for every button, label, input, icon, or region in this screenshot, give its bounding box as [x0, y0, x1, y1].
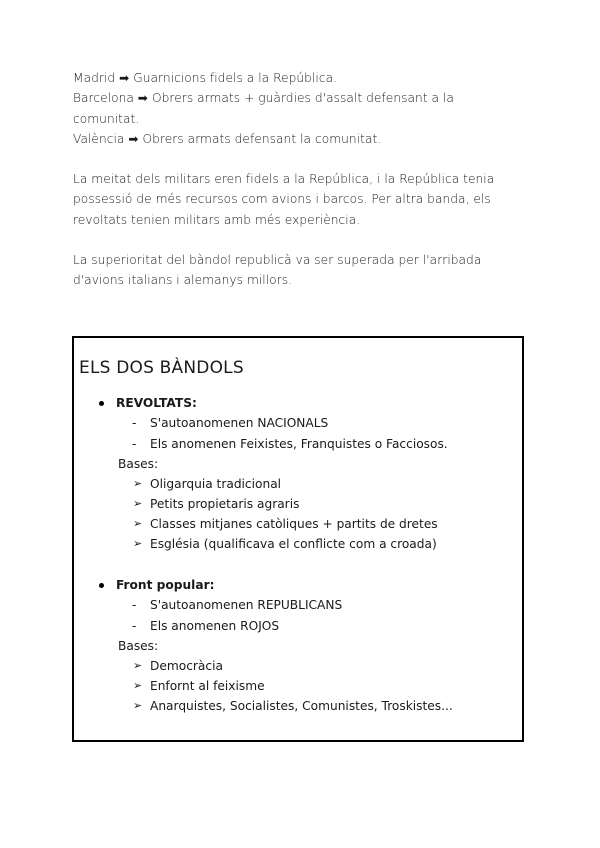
paragraph-line: revoltats tenien militars amb més experiència.	[73, 212, 361, 227]
list-item-text: S'autoanomenen REPUBLICANS	[150, 598, 343, 612]
list-item	[133, 474, 282, 494]
intro-line-madrid: Madrid ➡ Guarnicions fidels a la República.	[73, 71, 338, 85]
list-item	[133, 696, 453, 716]
box-title: ELS DOS BÀNDOLS	[79, 358, 244, 378]
arrow-bullet-icon: ➢	[133, 659, 143, 672]
list-item-text: Classes mitjanes catòliques + partits de dretes	[150, 517, 438, 531]
revoltats-heading: REVOLTATS:	[116, 393, 197, 413]
paragraph-line: d'avions italians i alemanys millors.	[73, 273, 293, 288]
front-popular-heading: Front popular:	[116, 575, 214, 595]
list-item-text: Església (qualificava el conflicte com a croada)	[150, 537, 437, 551]
list-item-text: Oligarquia tradicional	[150, 477, 282, 491]
list-item-text: Enfornt al feixisme	[150, 679, 265, 693]
dash-icon: -	[132, 598, 137, 612]
dash-icon: -	[132, 437, 137, 451]
intro-line-barcelona: Barcelona ➡ Obrers armats + guàrdies d'assalt defensant a la	[73, 91, 454, 106]
list-item	[133, 676, 265, 696]
list-item-text: Anarquistes, Socialistes, Comunistes, Troskistes...	[150, 699, 453, 713]
arrow-bullet-icon: ➢	[133, 517, 143, 530]
arrow-bullet-icon: ➢	[133, 497, 143, 510]
paragraph-line: La meitat dels militars eren fidels a la República, i la República tenia	[73, 172, 495, 186]
list-item-text: Petits propietaris agraris	[150, 497, 300, 511]
front-bases-label: Bases:	[118, 639, 159, 653]
intro-paragraph	[73, 68, 513, 149]
list-item-text: S'autoanomenen NACIONALS	[150, 416, 329, 430]
list-item	[132, 616, 280, 636]
arrow-bullet-icon: ➢	[133, 537, 143, 550]
list-item	[132, 595, 343, 615]
list-item	[133, 494, 300, 514]
dash-icon: -	[132, 619, 137, 633]
two-sides-box	[72, 336, 524, 742]
intro-line-valencia: València ➡ Obrers armats defensant la comunitat.	[73, 131, 382, 146]
military-paragraph	[73, 169, 513, 230]
paragraph-line: La superioritat del bàndol republicà va ser superada per l'arribada	[73, 253, 482, 267]
list-item	[133, 534, 437, 554]
revoltats-bases-label: Bases:	[118, 457, 159, 471]
arrow-bullet-icon: ➢	[133, 699, 143, 712]
list-item	[132, 413, 329, 433]
list-item-text: Els anomenen ROJOS	[150, 619, 280, 633]
list-item-text: Els anomenen Feixistes, Franquistes o Facciosos.	[150, 437, 448, 451]
arrow-bullet-icon: ➢	[133, 679, 143, 692]
list-item	[133, 514, 438, 534]
dash-icon: -	[132, 416, 137, 430]
paragraph-line: possessió de més recursos com avions i barcos. Per altra banda, els	[73, 192, 491, 207]
list-item	[133, 656, 223, 676]
list-item	[132, 434, 448, 454]
superiority-paragraph	[73, 250, 513, 291]
intro-line-barcelona-cont: comunitat.	[73, 111, 140, 126]
list-item-text: Democràcia	[150, 659, 223, 673]
arrow-bullet-icon: ➢	[133, 477, 143, 490]
